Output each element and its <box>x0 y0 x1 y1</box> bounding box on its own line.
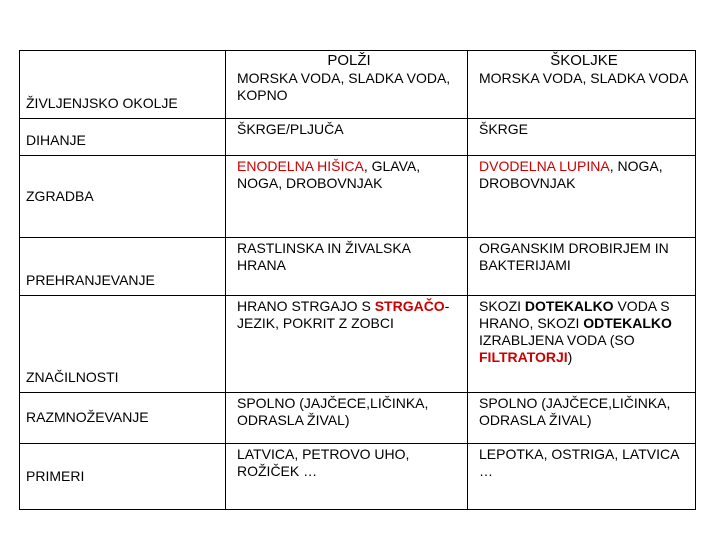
skoljke-highlight: DVODELNA LUPINA <box>479 157 610 174</box>
polzi-cell <box>226 155 468 237</box>
table-row <box>20 118 696 155</box>
row-label: ŽIVLJENJSKO OKOLJE <box>20 51 226 119</box>
table-row <box>20 51 696 119</box>
row-label: ZNAČILNOSTI <box>20 295 226 392</box>
polzi-text: HRANO STRGAJO S <box>237 297 375 314</box>
polzi-text: ŠKRGE/PLJUČA <box>226 118 468 155</box>
skoljke-text: VODA S HRANO, SKOZI <box>479 297 670 331</box>
row-label: PREHRANJEVANJE <box>20 238 226 296</box>
skoljke-text: IZRABLJENA VODA (SO <box>479 331 635 348</box>
skoljke-bold: DOTEKALKO <box>524 297 614 314</box>
skoljke-highlight: FILTRATORJI <box>479 348 568 365</box>
polzi-text: LATVICA, PETROVO UHO, ROŽIČEK … <box>226 444 468 510</box>
polzi-text: SPOLNO (JAJČECE,LIČINKA, ODRASLA ŽIVAL) <box>226 392 468 443</box>
polzi-highlight: ENODELNA HIŠICA <box>237 157 364 174</box>
polzi-text: MORSKA VODA, SLADKA VODA, KOPNO <box>237 70 451 103</box>
comparison-table <box>19 50 696 510</box>
skoljke-cell <box>468 295 696 392</box>
skoljke-cell <box>468 155 696 237</box>
skoljke-text: ORGANSKIM DROBIRJEM IN BAKTERIJAMI <box>468 238 696 296</box>
skoljke-bold: ODTEKALKO <box>583 314 672 331</box>
table-row <box>20 392 696 443</box>
table-row <box>20 238 696 296</box>
skoljke-text: ŠKRGE <box>468 118 696 155</box>
skoljke-text: LEPOTKA, OSTRIGA, LATVICA … <box>468 444 696 510</box>
table-row <box>20 155 696 237</box>
row-label: DIHANJE <box>20 118 226 155</box>
row-label: ZGRADBA <box>20 155 226 237</box>
polzi-text: -JEZIK, POKRIT Z ZOBCI <box>237 297 450 331</box>
polzi-cell <box>226 295 468 392</box>
skoljke-text: , NOGA, DROBOVNJAK <box>479 157 663 191</box>
header-skoljke: ŠKOLJKE <box>550 52 618 69</box>
skoljke-text: MORSKA VODA, SLADKA VODA <box>479 70 689 86</box>
skoljke-text: ) <box>567 348 573 365</box>
row-label: RAZMNOŽEVANJE <box>20 392 226 443</box>
polzi-text: RASTLINSKA IN ŽIVALSKA HRANA <box>226 238 468 296</box>
table-row <box>20 444 696 510</box>
polzi-highlight: STRGAČO <box>374 297 445 314</box>
skoljke-text: SPOLNO (JAJČECE,LIČINKA, ODRASLA ŽIVAL) <box>468 392 696 443</box>
polzi-cell <box>226 51 468 119</box>
skoljke-text: SKOZI <box>479 297 525 314</box>
skoljke-cell <box>468 51 696 119</box>
polzi-text: , GLAVA, NOGA, DROBOVNJAK <box>237 157 421 191</box>
header-polzi: POLŽI <box>327 52 371 69</box>
table-row <box>20 295 696 392</box>
row-label: PRIMERI <box>20 444 226 510</box>
